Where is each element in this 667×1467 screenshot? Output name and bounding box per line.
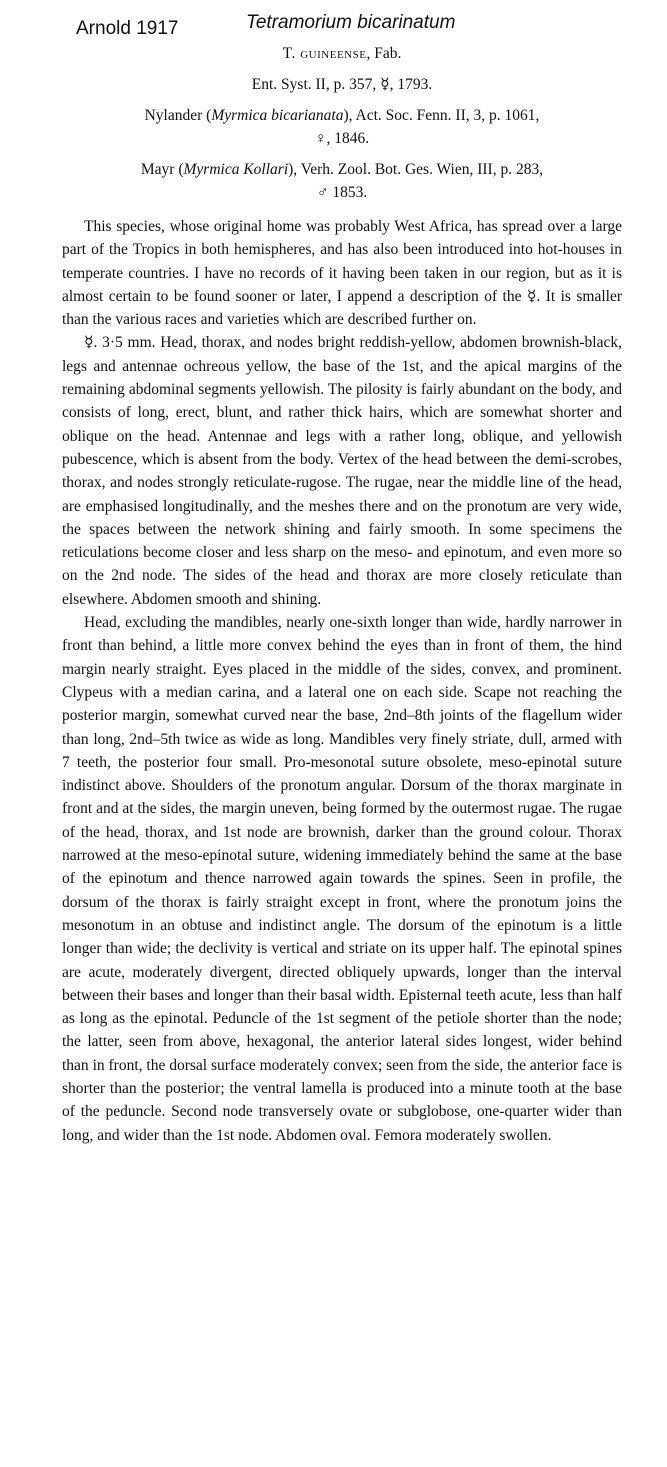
handwritten-annotation [0,12,667,40]
synonym-italic-name: Myrmica bicarianata [211,107,344,124]
annotation-species: Tetramorium bicarinatum [246,12,456,33]
synonym-name: T. guineense [282,45,367,62]
synonym-line-2: Ent. Syst. II, p. 357, ☿, 1793. [251,76,433,93]
synonym-line-3: Nylander (Myrmica bicarianata), Act. Soc. Fenn. II, 3, p. 1061, [144,107,540,124]
synonym-author: , Fab. [366,45,402,62]
paragraph-morphology: Head, excluding the mandibles, nearly one-sixth longer than wide, hardly narrower in front than behind, a little more convex behind the eyes than in front of them, the hind margin nearly straight. Eyes placed in the middle of the sides, convex, and prominent. Clypeus with a median carina, and a lateral one on each side. Scape not reaching the posterior margin, somewhat curved near the base, 2nd–8th joints of the flagellum wider than long, 2nd–5th twice as wide as long. Mandibles very finely striate, dull, armed with 7 teeth, the posterior four small. Pro-mesonotal suture obsolete, meso-epinotal suture indistinct above. Shoulders of the pronotum angular. Dorsum of the thorax marginate in front and at the sides, the margin uneven, being formed by the outermost rugae. The rugae of the head, thorax, and 1st node are brownish, darker than the ground colour. Thorax narrowed at the meso-epinotal suture, widening immediately behind the same at the base of the epinotum and thence narrowed again towards the spines. Seen in profile, the dorsum of the thorax is fairly straight except in front, where the pronotum joins the mesonotum in an obtuse and indistinct angle. The dorsum of the epinotum is a little longer than wide; the declivity is vertical and striate on its upper half. The epinotal spines are acute, moderately divergent, directed obliquely upwards, longer than the interval between their bases and longer than their basal width. Episternal teeth acute, less than half as long as the epinotal. Peduncle of the 1st segment of the petiole shorter than the node; the latter, seen from above, hexagonal, the anterior lateral sides longest, wider behind than in front, the dorsal surface moderately convex; seen from the side, the anterior face is shorter than the posterior; the ventral lamella is produced into a minute tooth at the base of the peduncle. Second node transversely ovate or subglobose, one-quarter wider than long, and wider than the 1st node. Abdomen oval. Femora moderately swollen. [62,614,622,1144]
description-body [62,215,622,1147]
synonym-line-4: Mayr (Myrmica Kollari), Verh. Zool. Bot. Ges. Wien, III, p. 283, [140,161,544,178]
synonym-line-3b: ♀, 1846. [314,130,370,147]
synonym-line-4b: ♂ 1853. [316,184,368,201]
synonym-italic-name: Myrmica Kollari [183,161,289,178]
paragraph-worker-description: ☿. 3·5 mm. Head, thorax, and nodes bright reddish-yellow, abdomen brownish-black, legs and antennae ochreous yellow, the base of the 1st, and the apical margins of the remaining abdominal segments yellowish. The pilosity is fairly abundant on the body, and consists of long, erect, blunt, and rather thick hairs, which are somewhat shorter and oblique on the head. Antennae and legs with a rather long, oblique, and yellowish pubescence, which is absent from the body. Vertex of the head between the demi-scrobes, thorax, and nodes strongly reticulate-rugose. The rugae, near the middle line of the head, are emphasised longitudinally, and the meshes there and on the pronotum are very wide, the spaces between the network shining and fairly smooth. In some specimens the reticulations become closer and less sharp on the meso- and epinotum, and even more so on the 2nd node. The sides of the head and thorax are more closely reticulate than elsewhere. Abdomen smooth and shining. [62,334,622,608]
annotation-author: Arnold 1917 [76,18,179,39]
paragraph-intro: This species, whose original home was probably West Africa, has spread over a large part of the Tropics in both hemispheres, and has also been introduced into hot-houses in temperate countries. I have no records of it having been taken in our region, but as it is almost certain to be found sooner or later, I append a description of the ☿. It is smaller than the various races and varieties which are described further on. [62,218,622,329]
synonym-line-1 [62,42,622,65]
